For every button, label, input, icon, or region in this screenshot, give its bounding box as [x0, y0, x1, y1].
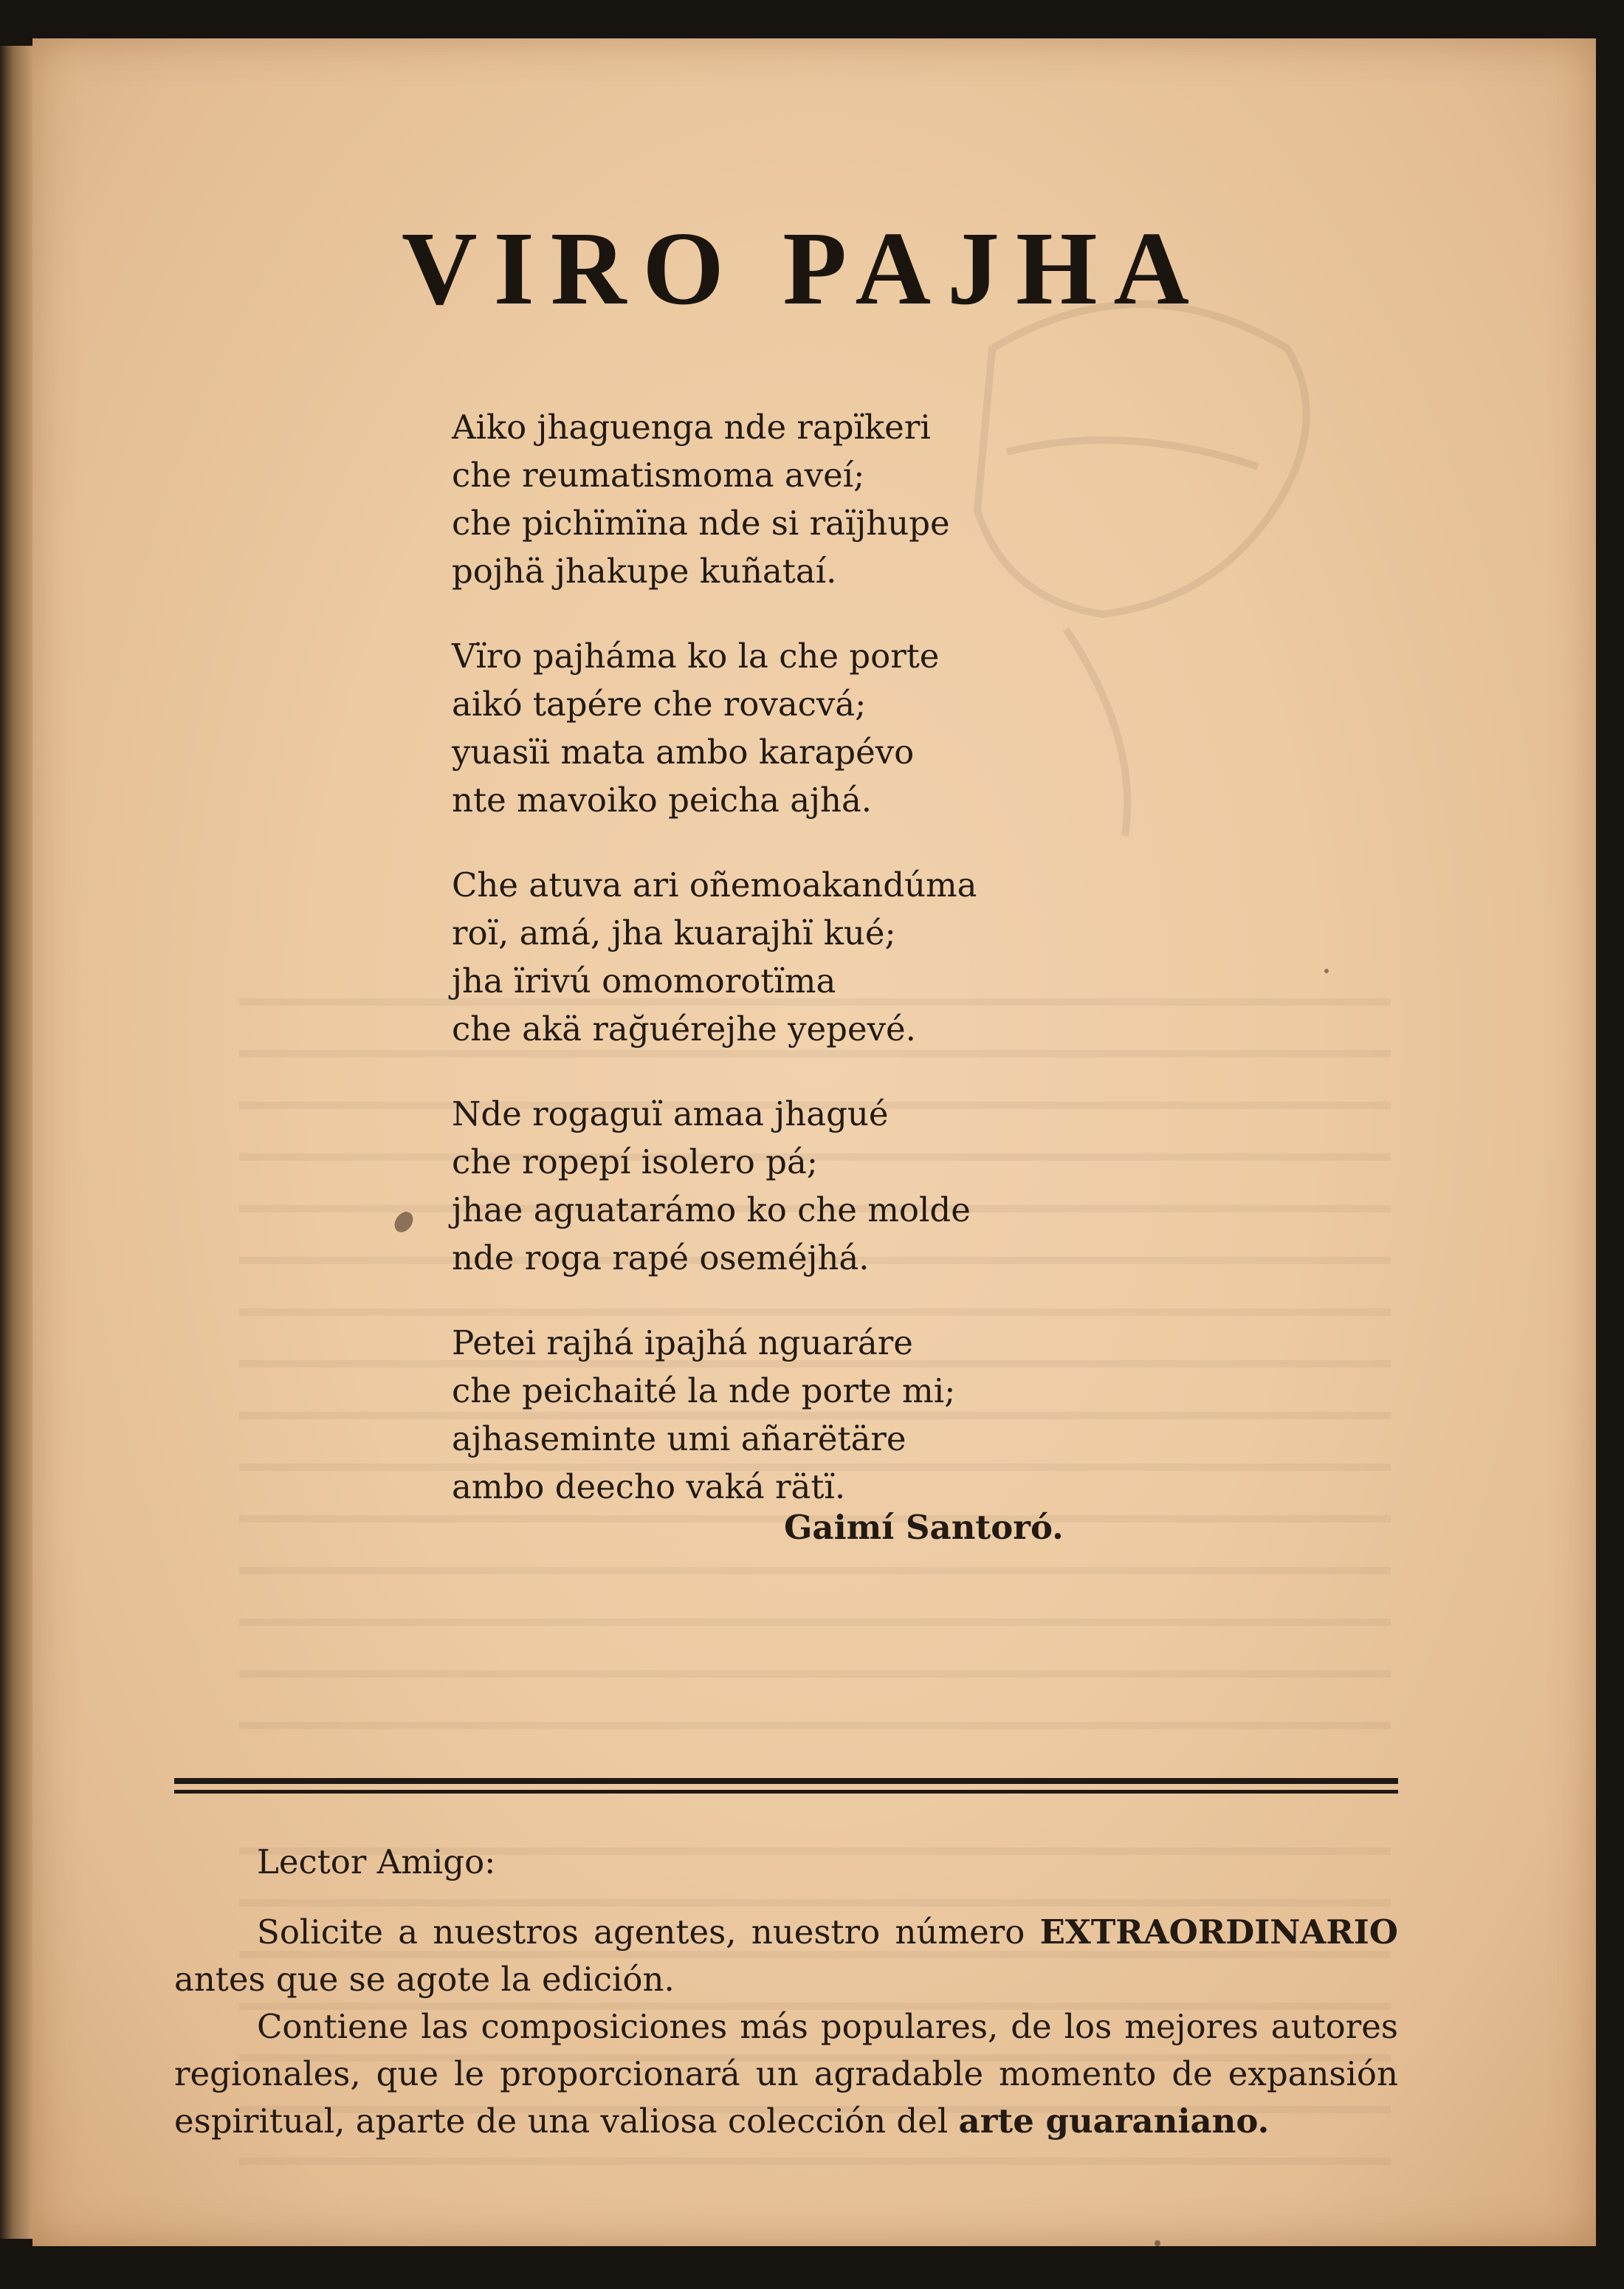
poem-line: che pichïmïna nde si raïjhupe — [452, 504, 950, 543]
stanza-4 — [452, 1090, 977, 1282]
stanza-1 — [452, 403, 977, 595]
poem-line: nte mavoiko peicha ajhá. — [452, 780, 873, 820]
poem-line: yuasïi mata ambo karapévo — [452, 732, 915, 772]
poem-line: che reumatismoma aveí; — [452, 456, 865, 495]
stanza-5 — [452, 1319, 977, 1511]
poem-line: che peichaité la nde porte mi; — [452, 1371, 956, 1410]
poem-line: Che atuva ari oñemoakandúma — [452, 865, 977, 905]
poem-line: jha ïrivú omomorotïma — [452, 961, 836, 1001]
poem-author: Gaimí Santoró. — [784, 1508, 1064, 1547]
poem-line: Vïro pajháma ko la che porte — [452, 636, 940, 676]
poem-line: jhae aguatarámo ko che molde — [452, 1190, 971, 1229]
poem-line: che akä rağuérejhe yepevé. — [452, 1009, 916, 1049]
paper-blemish — [1324, 969, 1329, 973]
notice-text: Solicite a nuestros agentes, nuestro número — [257, 1912, 1040, 1952]
reader-notice — [174, 1838, 1398, 2145]
poem-line: ambo deecho vaká rätï. — [452, 1467, 846, 1506]
paper-blemish — [1155, 2240, 1160, 2246]
poem-line: pojhä jhakupe kuñataí. — [452, 552, 837, 591]
notice-greeting: Lector Amigo: — [257, 1842, 496, 1881]
poem-line: Petei rajhá ipajhá nguaráre — [452, 1323, 913, 1362]
poem-line: nde roga rapé oseméjhá. — [452, 1238, 870, 1277]
notice-paragraph-1 — [174, 1909, 1398, 2003]
notice-text: Contiene las composiciones más populares, de los mejores autores regionales, que le proporcionará un agradable momento de expansión espiritual, aparte de una valiosa colección del — [174, 2007, 1398, 2141]
stanza-3 — [452, 861, 977, 1053]
poem-line: aikó tapére che rovacvá; — [452, 684, 867, 724]
notice-emphasis: EXTRAORDINARIO — [1039, 1912, 1398, 1952]
facing-page-edge — [0, 46, 32, 2239]
stanza-2 — [452, 632, 977, 824]
poem-line: Aiko jhaguenga nde rapïkeri — [452, 408, 931, 447]
divider-rule-thick — [174, 1778, 1398, 1784]
poem-line: roï, amá, jha kuarajhï kué; — [452, 913, 896, 953]
notice-paragraph-2 — [174, 2003, 1398, 2145]
poem-title: VIRO PAJHA — [402, 210, 1206, 326]
poem-body — [452, 403, 977, 1548]
poem-line: che ropepí isolero pá; — [452, 1142, 818, 1181]
poem-line: Nde rogaguï amaa jhagué — [452, 1094, 889, 1133]
divider-rule-thin — [174, 1790, 1398, 1794]
notice-emphasis: arte guaraniano. — [958, 2101, 1270, 2141]
notice-text: antes que se agote la edición. — [174, 1960, 675, 1999]
poem-line: ajhaseminte umi añarëtäre — [452, 1419, 906, 1458]
page-sheet — [32, 38, 1596, 2246]
